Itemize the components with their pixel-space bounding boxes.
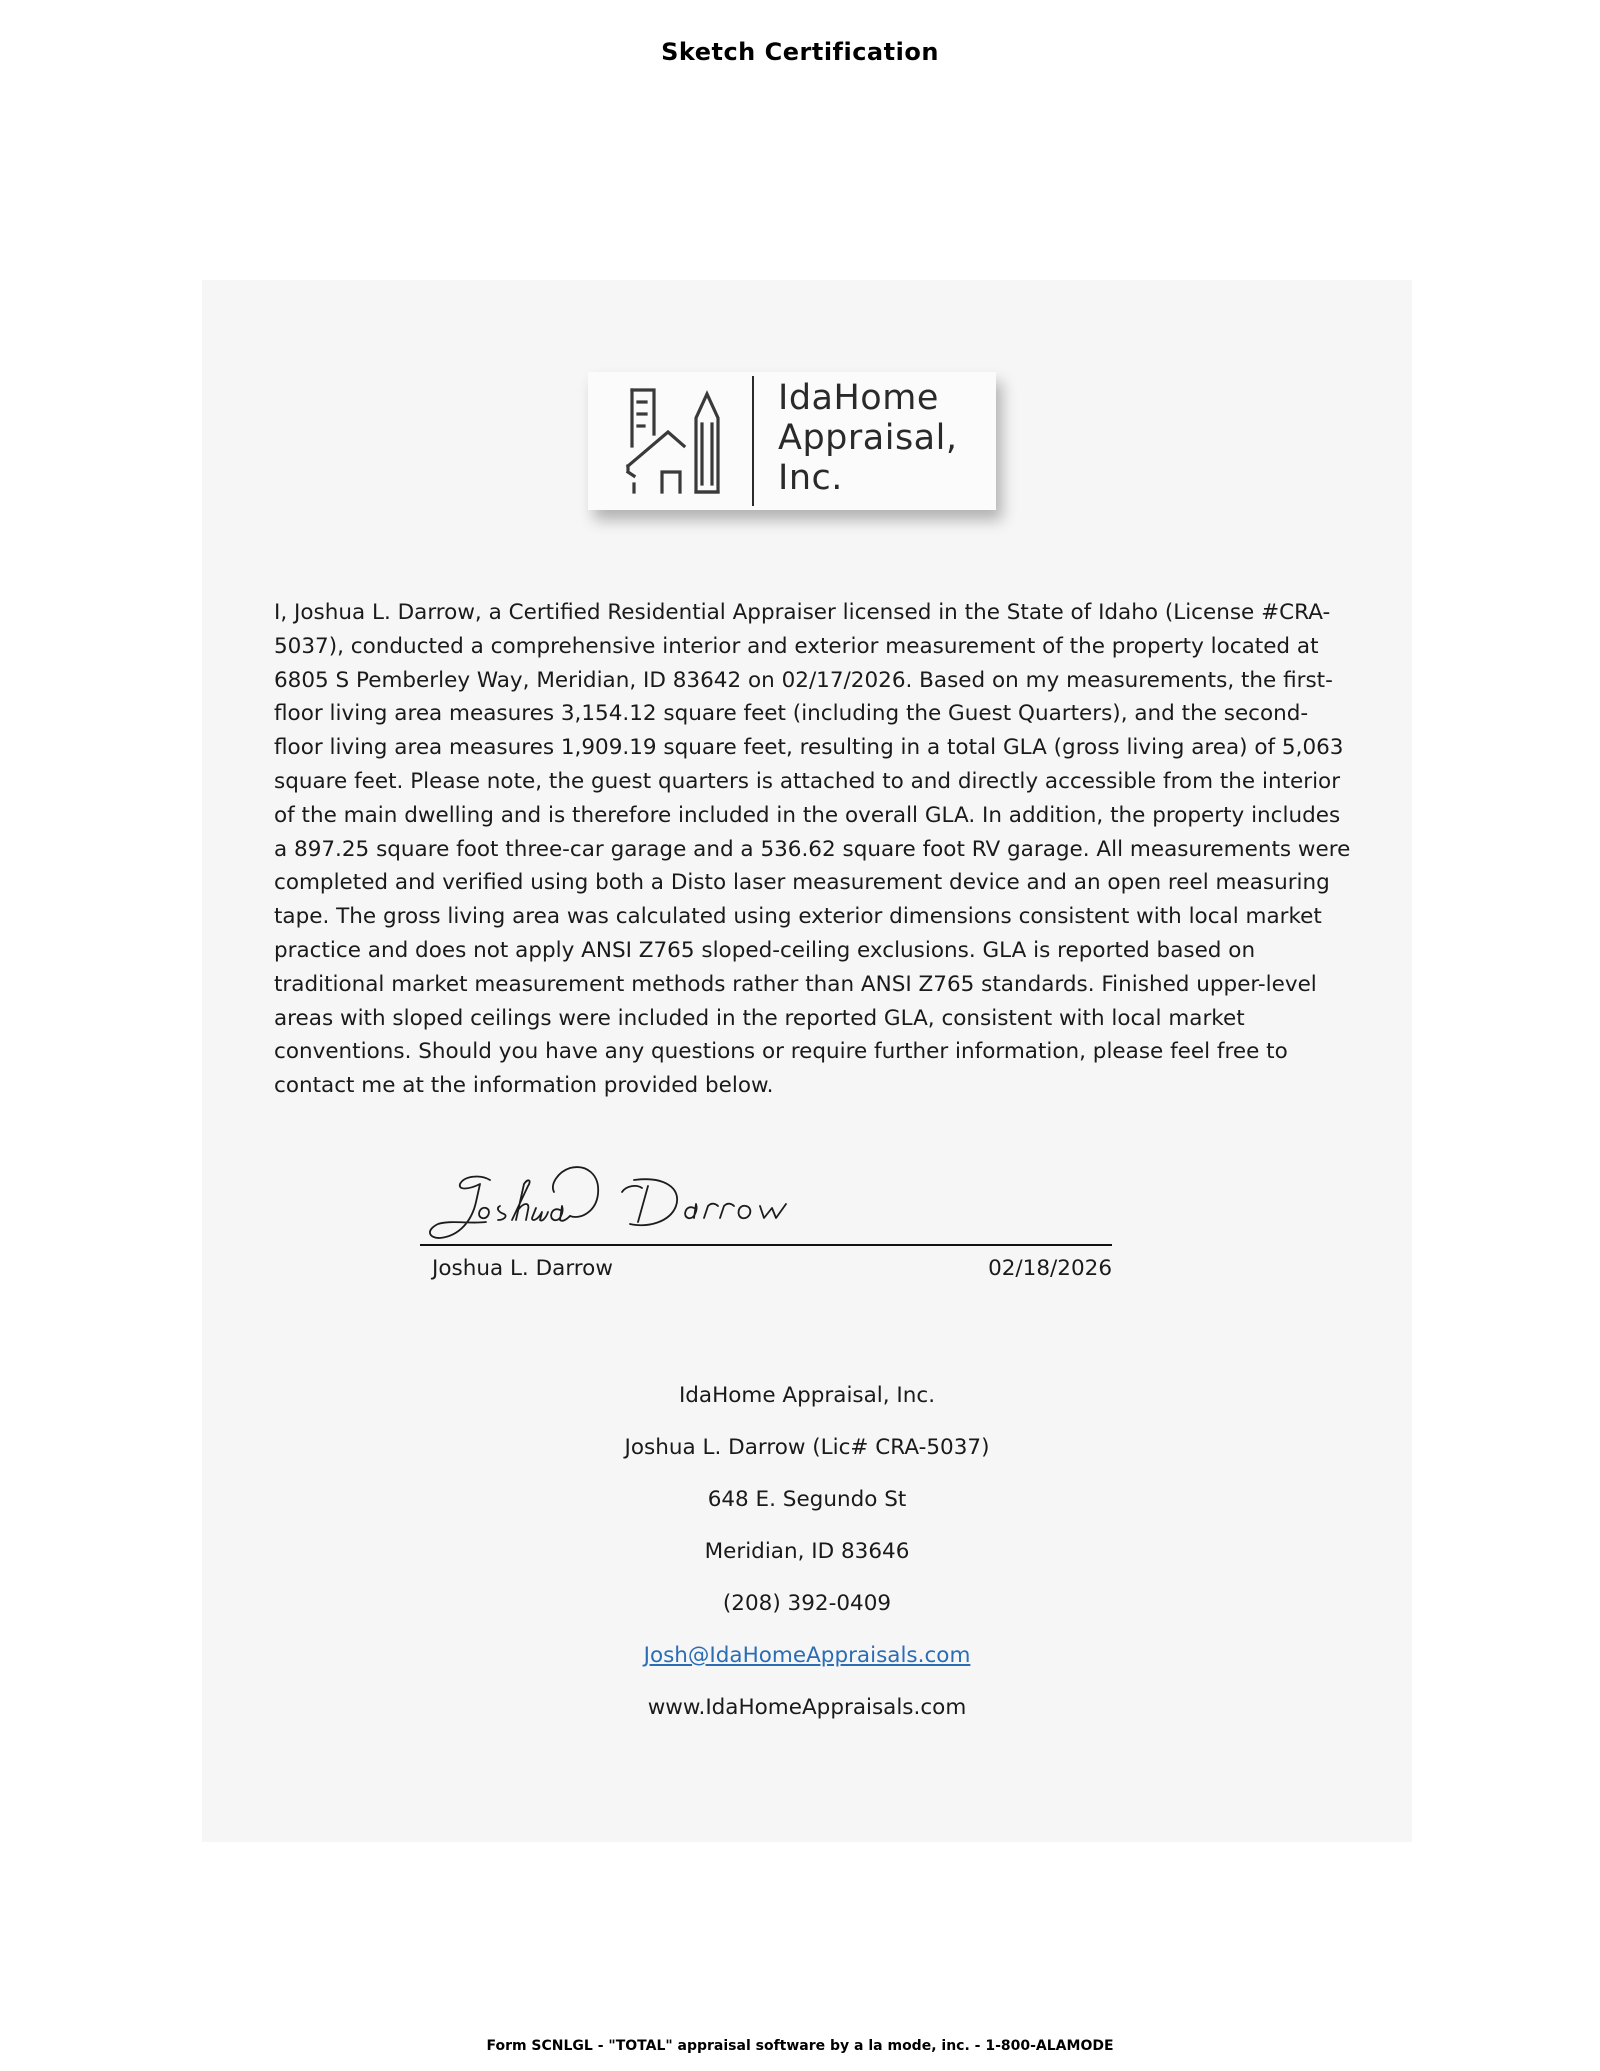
signature-date: 02/18/2026 [988, 1256, 1112, 1281]
company-logo [588, 372, 996, 510]
logo-line-1: IdaHome [778, 378, 939, 418]
contact-email-row [202, 1630, 1412, 1682]
logo-divider [752, 376, 754, 506]
page-heading: Sketch Certification [661, 38, 939, 66]
contact-city: Meridian, ID 83646 [704, 1539, 910, 1564]
signer-name: Joshua L. Darrow [432, 1256, 613, 1281]
contact-phone: (208) 392-0409 [722, 1591, 892, 1616]
certification-panel [202, 280, 1412, 1842]
logo-line-3: Inc. [778, 458, 843, 498]
contact-website: www.IdaHomeAppraisals.com [647, 1695, 967, 1720]
logo-line-2: Appraisal, [778, 418, 958, 458]
contact-street: 648 E. Segundo St [707, 1487, 907, 1512]
signature-line [420, 1244, 1112, 1246]
contact-email-link[interactable]: Josh@IdaHomeAppraisals.com [643, 1643, 971, 1668]
contact-company: IdaHome Appraisal, Inc. [678, 1383, 936, 1408]
logo-wordmark [778, 378, 957, 498]
certification-statement: I, Joshua L. Darrow, a Certified Residential Appraiser licensed in the State of Idaho (License #CRA-5037), conducted a comprehensive interior and exterior measurement of the property located at 6805 S Pemberley Way, Meridian, ID 83642 on 02/17/2026. Based on my measurements, the first-floor living area measures 3,154.12 square feet (including the Guest Quarters), and the second-floor living area measures 1,909.19 square feet, resulting in a total GLA (gross living area) of 5,063 square feet. Please note, the guest quarters is attached to and directly accessible from the interior of the main dwelling and is therefore included in the overall GLA. In addition, the property includes a 897.25 square foot three-car garage and a 536.62 square foot RV garage. All measurements were completed and verified using both a Disto laser measurement device and an open reel measuring tape. The gross living area was calculated using exterior dimensions consistent with local market practice and does not apply ANSI Z765 sloped-ceiling exclusions. GLA is reported based on traditional market measurement methods rather than ANSI Z765 standards. Finished upper-level areas with sloped ceilings were included in the reported GLA, consistent with local market conventions. Should you have any questions or require further information, please feel free to contact me at the information provided below. [274, 600, 1351, 1099]
house-building-pencil-icon [624, 388, 730, 498]
form-footer: Form SCNLGL - "TOTAL" appraisal software by a la mode, inc. - 1-800-ALAMODE [486, 2038, 1114, 2054]
contact-appraiser: Joshua L. Darrow (Lic# CRA-5037) [624, 1435, 990, 1460]
contact-block [202, 1370, 1412, 1734]
